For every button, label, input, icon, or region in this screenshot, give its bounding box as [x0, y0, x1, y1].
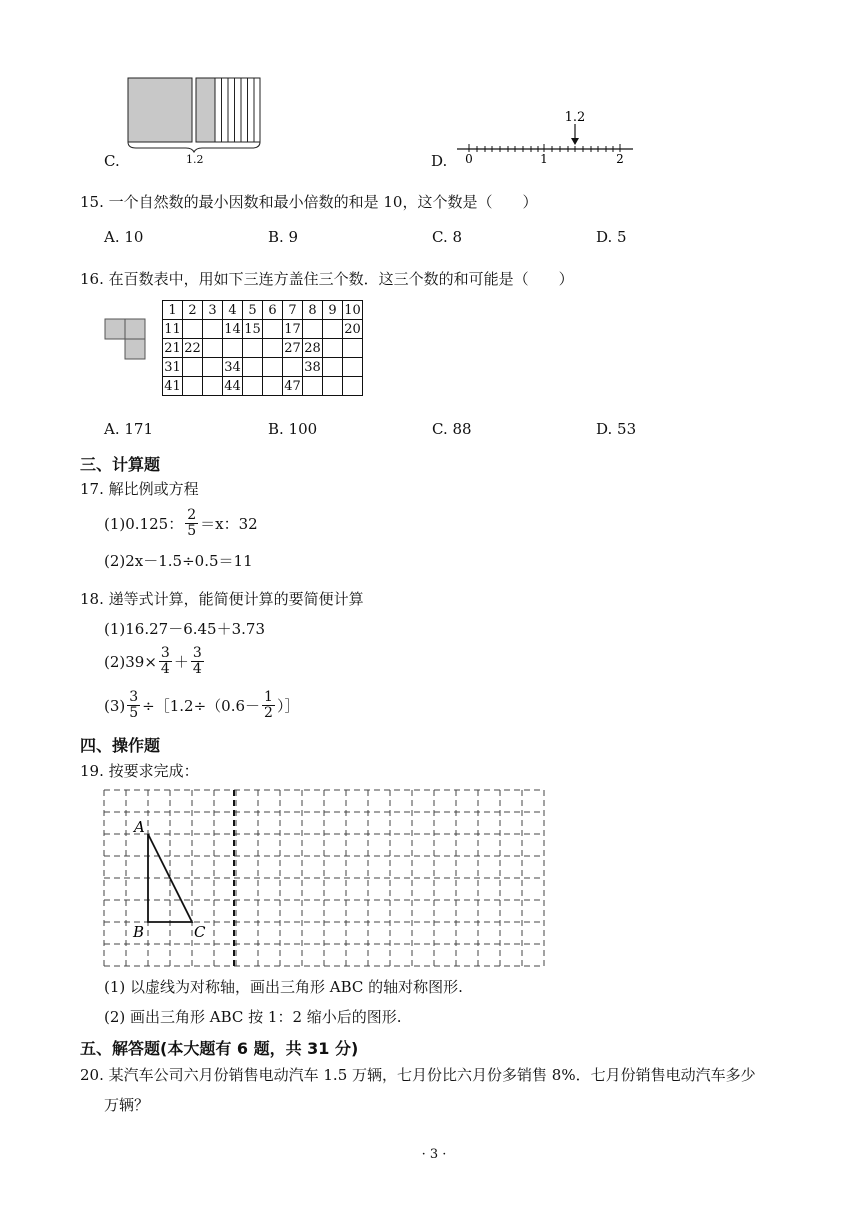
table-cell	[263, 320, 283, 339]
table-cell	[243, 358, 263, 377]
table-cell	[323, 339, 343, 358]
table-cell: 34	[224, 359, 241, 375]
q17-part-1	[104, 508, 258, 539]
table-cell	[343, 377, 363, 396]
table-cell	[343, 339, 363, 358]
table-cell	[303, 320, 323, 339]
table-row	[163, 377, 363, 396]
table-row	[163, 301, 363, 320]
denominator: 5	[187, 523, 197, 539]
table-cell: 6	[263, 301, 283, 320]
q15-option-a[interactable]: A. 10	[104, 228, 144, 246]
q16-option-a[interactable]: A. 171	[104, 420, 153, 438]
table-cell: 15	[244, 321, 261, 337]
numerator: 3	[129, 689, 139, 705]
question-17-stem: 17. 解比例或方程	[80, 480, 199, 498]
table-cell: 4	[223, 301, 243, 320]
table-cell	[203, 320, 223, 339]
table-cell	[183, 377, 203, 396]
arrow-label: 1.2	[564, 110, 586, 125]
denominator: 4	[160, 661, 170, 677]
fraction	[159, 646, 172, 677]
denominator: 2	[264, 705, 273, 721]
q15-option-b[interactable]: B. 9	[268, 228, 299, 246]
section-3-title: 三、计算题	[80, 455, 161, 474]
table-cell	[323, 377, 343, 396]
table-cell	[243, 339, 263, 358]
option-c-letter[interactable]: C.	[104, 152, 120, 170]
table-cell	[183, 320, 203, 339]
q18-part-2	[104, 646, 206, 677]
q18-p3-prefix: (3)	[104, 696, 126, 715]
table-cell: 41	[164, 378, 181, 394]
table-cell: 28	[304, 340, 321, 356]
table-cell: 47	[284, 378, 301, 394]
numerator: 3	[160, 645, 170, 661]
fraction	[191, 646, 204, 677]
table-cell: 11	[164, 321, 181, 337]
q17-p1-suffix: ＝x：32	[200, 514, 258, 533]
table-cell	[283, 358, 303, 377]
q16-option-b[interactable]: B. 100	[268, 420, 318, 438]
grid-figure	[100, 788, 546, 974]
fraction	[262, 690, 275, 721]
table-cell: 17	[284, 321, 301, 337]
table-cell	[323, 320, 343, 339]
table-row	[163, 320, 363, 339]
table-cell: 10	[344, 302, 361, 318]
table-cell: 2	[183, 301, 203, 320]
q15-option-d[interactable]: D. 5	[596, 228, 627, 246]
table-cell: 8	[303, 301, 323, 320]
vertex-b-label: B	[133, 923, 145, 941]
numerator: 3	[192, 645, 202, 661]
tick-label-0: 0	[465, 152, 473, 166]
table-cell	[183, 358, 203, 377]
tick-label-2: 2	[616, 152, 624, 166]
table-cell	[343, 358, 363, 377]
q18-p3-mid: ÷［1.2÷（0.6－	[142, 696, 261, 715]
denominator: 5	[129, 705, 139, 721]
table-cell	[223, 339, 243, 358]
section-4-title: 四、操作题	[80, 736, 161, 755]
q16-option-d[interactable]: D. 53	[596, 420, 637, 438]
table-cell	[303, 377, 323, 396]
table-cell: 1	[163, 301, 183, 320]
option-d-letter[interactable]: D.	[431, 152, 448, 170]
table-cell: 14	[224, 321, 241, 337]
table-cell	[203, 358, 223, 377]
vertex-a-label: A	[134, 818, 145, 836]
fraction	[127, 690, 140, 721]
triomino-shape	[104, 318, 148, 366]
tick-label-1: 1	[540, 152, 548, 166]
q18-p3-end: ）］	[276, 696, 300, 715]
table-cell: 31	[164, 359, 181, 375]
table-cell: 3	[203, 301, 223, 320]
hundred-table	[162, 300, 363, 396]
q17-part-2: (2)2x－1.5÷0.5＝11	[104, 552, 253, 570]
q19-sub-1: (1) 以虚线为对称轴，画出三角形 ABC 的轴对称图形.	[104, 978, 463, 996]
table-cell	[203, 377, 223, 396]
question-18-stem: 18. 递等式计算，能简便计算的要简便计算	[80, 590, 364, 608]
table-cell: 5	[243, 301, 263, 320]
q17-p1-prefix: (1)0.125：	[104, 514, 184, 533]
table-cell: 27	[284, 340, 301, 356]
table-cell: 44	[224, 378, 241, 394]
table-cell	[323, 358, 343, 377]
q18-p2-prefix: (2)39×	[104, 652, 157, 671]
vertex-c-label: C	[194, 923, 206, 941]
numerator: 2	[187, 507, 197, 523]
table-cell: 20	[344, 321, 361, 337]
q18-part-3	[104, 690, 299, 721]
table-cell: 7	[283, 301, 303, 320]
section-5-title: 五、解答题(本大题有 6 题，共 31 分)	[80, 1039, 359, 1058]
question-19-stem: 19. 按要求完成：	[80, 762, 199, 780]
plus-sign: ＋	[173, 652, 189, 671]
question-16-stem: 16. 在百数表中，用如下三连方盖住三个数．这三个数的和可能是（ ）	[80, 270, 574, 288]
table-cell: 9	[323, 301, 343, 320]
q16-option-c[interactable]: C. 88	[432, 420, 472, 438]
table-cell: 38	[304, 359, 321, 375]
question-20-line-1: 20. 某汽车公司六月份销售电动汽车 1.5 万辆，七月份比六月份多销售 8%．七月份销售电动汽车多少	[80, 1066, 756, 1084]
option-c-brace-label: 1.2	[186, 153, 204, 166]
q18-part-1: (1)16.27－6.45＋3.73	[104, 620, 265, 638]
q15-option-c[interactable]: C. 8	[432, 228, 463, 246]
table-row	[163, 358, 363, 377]
question-20-line-2: 万辆？	[104, 1096, 150, 1114]
numerator: 1	[264, 689, 273, 705]
table-cell	[263, 377, 283, 396]
table-cell	[263, 339, 283, 358]
q19-sub-2: (2) 画出三角形 ABC 按 1：2 缩小后的图形.	[104, 1008, 402, 1026]
table-cell	[263, 358, 283, 377]
number-line	[455, 106, 635, 172]
question-15-stem: 15. 一个自然数的最小因数和最小倍数的和是 10，这个数是（ ）	[80, 193, 538, 211]
table-cell: 22	[184, 340, 201, 356]
denominator: 4	[192, 661, 202, 677]
table-cell	[243, 377, 263, 396]
fraction	[185, 508, 198, 539]
table-cell	[203, 339, 223, 358]
table-row	[163, 339, 363, 358]
table-cell: 21	[164, 340, 181, 356]
page-number: · 3 ·	[421, 1147, 447, 1162]
